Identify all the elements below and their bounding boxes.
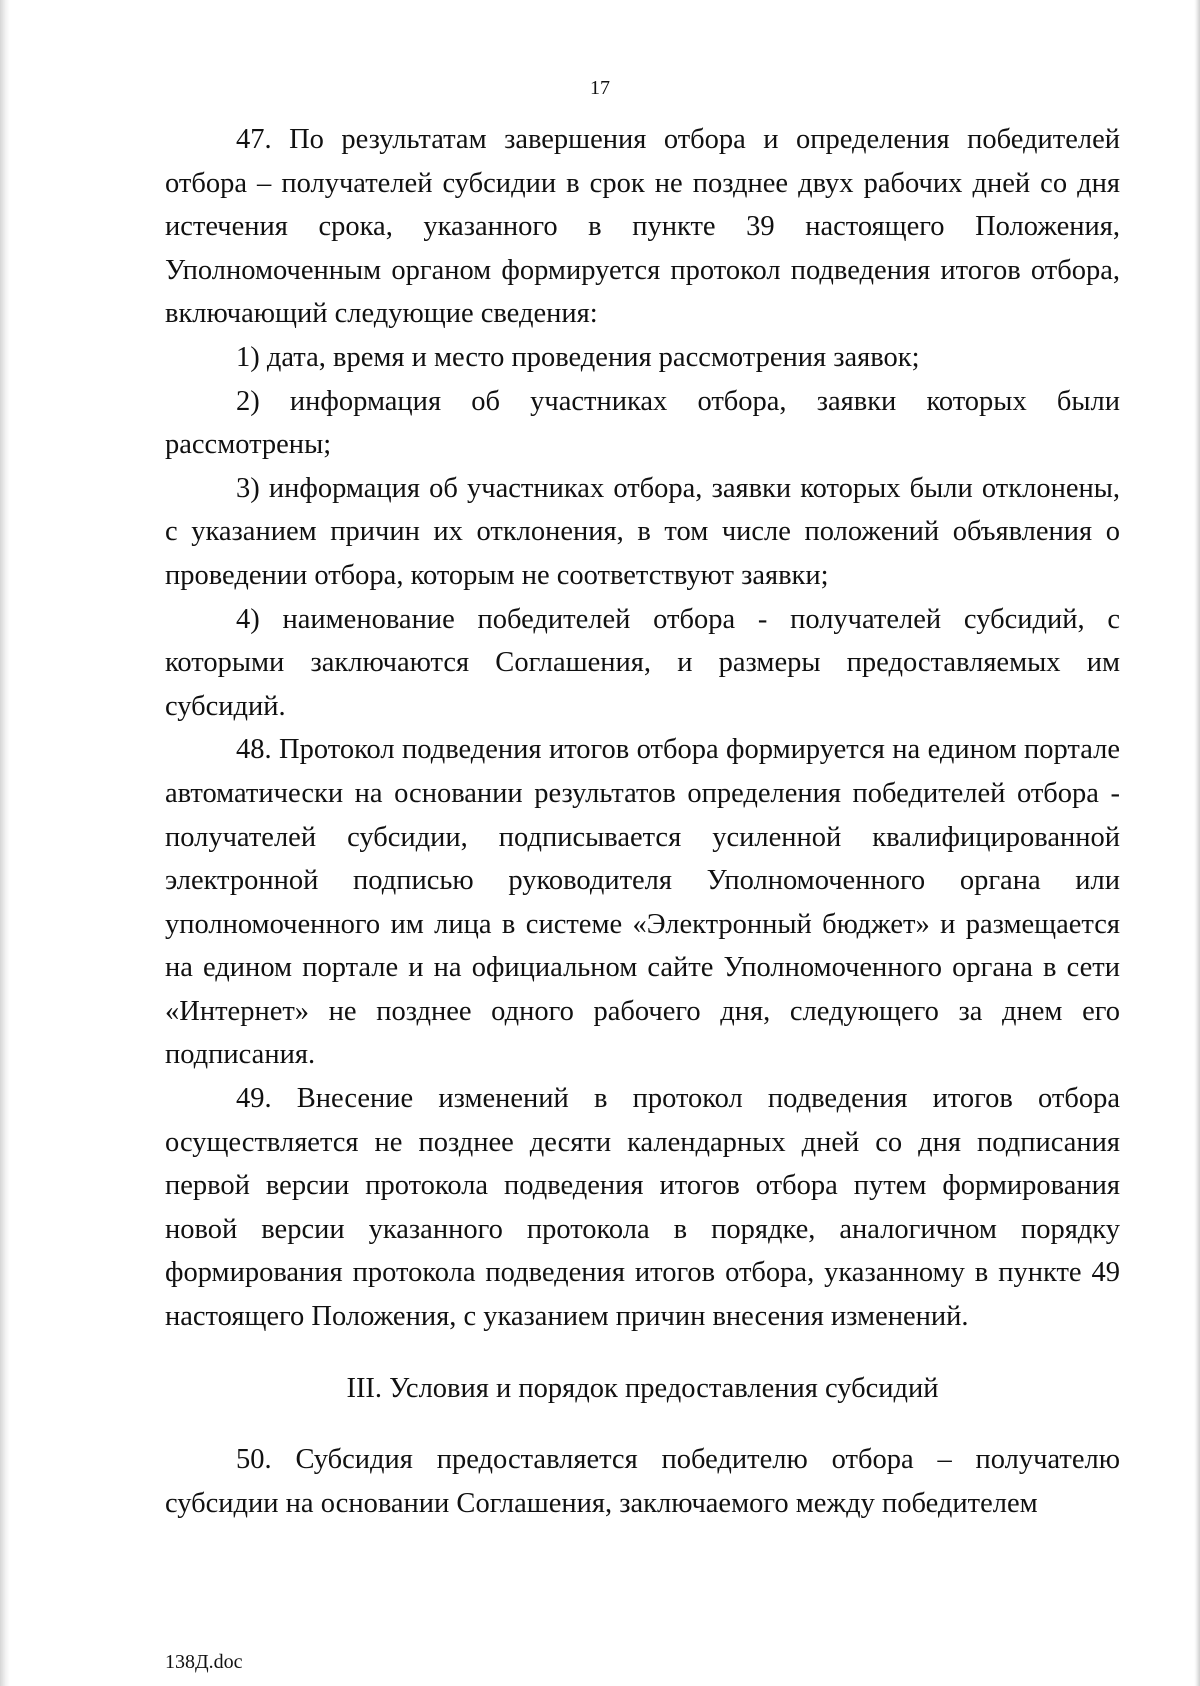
footer-filename: 138Д.doc: [165, 1651, 243, 1673]
paragraph-47: 47. По результатам завершения отбора и определения победителей отбора – получателей субсидии в срок не позднее двух рабочих дней со дня истечения срока, указанного в пункте 39 настоящего Положения, Уполномоченным органом формируется протокол подведения итогов отбора, включающий следующие сведения:: [165, 124, 1120, 330]
section-heading: III. Условия и порядок предоставления субсидий: [346, 1372, 939, 1404]
paragraph-50: 50. Субсидия предоставляется победителю отбора – получателю субсидии на основании Соглашения, заключаемого между победителем: [165, 1444, 1120, 1519]
paragraph-48: 48. Протокол подведения итогов отбора формируется на едином портале автоматически на основании результатов определения победителей отбора - получателей субсидии, подписывается усиленной квалифицированной электронной подписью руководителя Уполномоченного органа или уполномоченного им лица в системе «Электронный бюджет» и размещается на едином портале и на официальном сайте Уполномоченного органа в сети «Интернет» не позднее одного рабочего дня, следующего за днем его подписания.: [165, 734, 1120, 1071]
list-item-2: 2) информация об участниках отбора, заявки которых были рассмотрены;: [165, 385, 1120, 461]
scan-edge-right: [1194, 0, 1200, 1686]
scan-edge-left: [0, 0, 10, 1686]
document-body: [165, 118, 1120, 1525]
list-item-3: 3) информация об участниках отбора, заявки которых были отклонены, с указанием причин их отклонения, в том числе положений объявления о проведении отбора, которым не соответствуют заявки;: [165, 472, 1120, 591]
page-number: 17: [590, 77, 610, 99]
paragraph-49: 49. Внесение изменений в протокол подведения итогов отбора осуществляется не позднее десяти календарных дней со дня подписания первой версии протокола подведения итогов отбора путем формирования новой версии указанного протокола в порядке, аналогичном порядку формирования протокола подведения итогов отбора, указанному в пункте 49 настоящего Положения, с указанием причин внесения изменений.: [165, 1083, 1120, 1333]
list-item-4: 4) наименование победителей отбора - получателей субсидий, с которыми заключаются Соглашения, и размеры предоставляемых им субсидий.: [165, 603, 1120, 722]
list-item-1: 1) дата, время и место проведения рассмотрения заявок;: [236, 341, 920, 373]
